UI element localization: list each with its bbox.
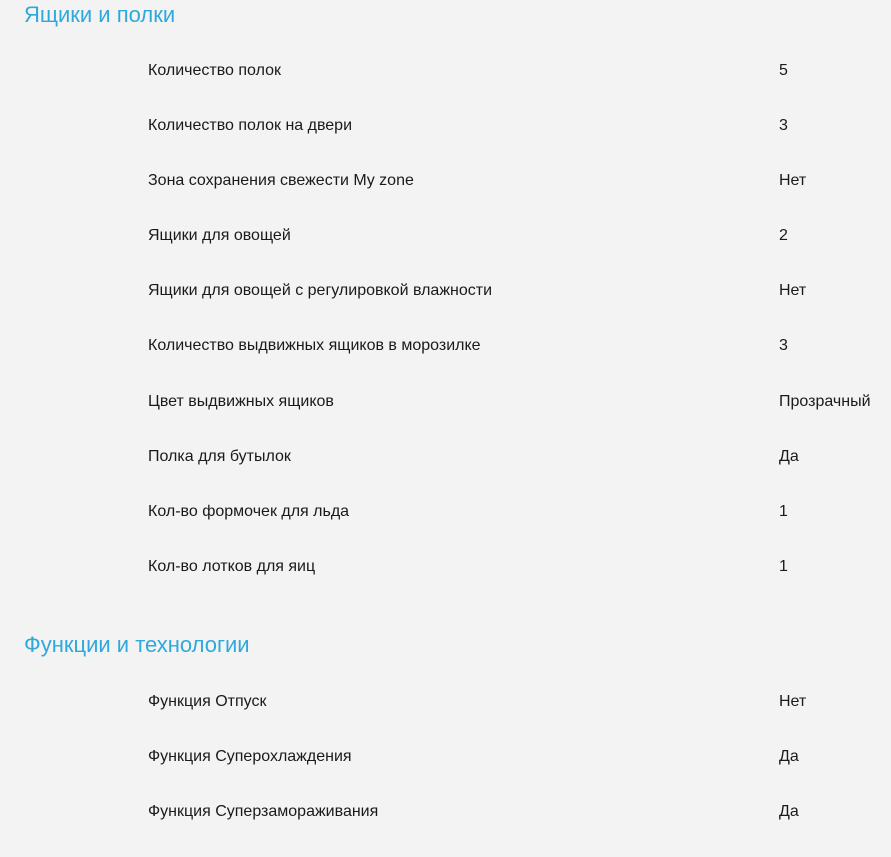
- section-title: Функции и технологии: [24, 632, 250, 657]
- spec-row: [0, 502, 891, 557]
- spec-name: Кол-во лотков для яиц: [148, 558, 316, 575]
- spec-value: Прозрачный: [779, 393, 871, 410]
- spec-name: Функция Суперохлаждения: [148, 748, 352, 765]
- spec-row: [0, 392, 891, 447]
- spec-value: 2: [779, 227, 788, 244]
- section-title: Ящики и полки: [24, 2, 176, 27]
- spec-name: Количество полок на двери: [148, 117, 353, 134]
- spec-name: Количество полок: [148, 62, 281, 79]
- spec-value: 3: [779, 117, 788, 134]
- spec-name: Количество выдвижных ящиков в морозилке: [148, 337, 481, 354]
- spec-value: Нет: [779, 282, 807, 299]
- spec-value: Да: [779, 448, 799, 465]
- spec-row: [0, 747, 891, 802]
- spec-value: 3: [779, 337, 788, 354]
- spec-row: [0, 61, 891, 116]
- spec-row: [0, 171, 891, 226]
- spec-row: [0, 802, 891, 857]
- spec-name: Функция Суперзамораживания: [148, 803, 379, 820]
- spec-row: [0, 336, 891, 391]
- spec-name: Ящики для овощей: [148, 227, 291, 244]
- spec-row: [0, 557, 891, 612]
- spec-value: Нет: [779, 693, 807, 710]
- spec-value: Нет: [779, 172, 807, 189]
- spec-name: Зона сохранения свежести My zone: [148, 172, 414, 189]
- spec-name: Ящики для овощей с регулировкой влажности: [148, 282, 493, 299]
- spec-value: Да: [779, 803, 799, 820]
- spec-row: [0, 226, 891, 281]
- spec-row: [0, 281, 891, 336]
- spec-row: [0, 692, 891, 747]
- spec-name: Полка для бутылок: [148, 448, 291, 465]
- spec-row: [0, 447, 891, 502]
- spec-value: 1: [779, 558, 788, 575]
- spec-name: Функция Отпуск: [148, 693, 267, 710]
- spec-row: [0, 116, 891, 171]
- spec-value: 5: [779, 62, 788, 79]
- spec-value: Да: [779, 748, 799, 765]
- spec-name: Кол-во формочек для льда: [148, 503, 350, 520]
- spec-value: 1: [779, 503, 788, 520]
- spec-name: Цвет выдвижных ящиков: [148, 393, 334, 410]
